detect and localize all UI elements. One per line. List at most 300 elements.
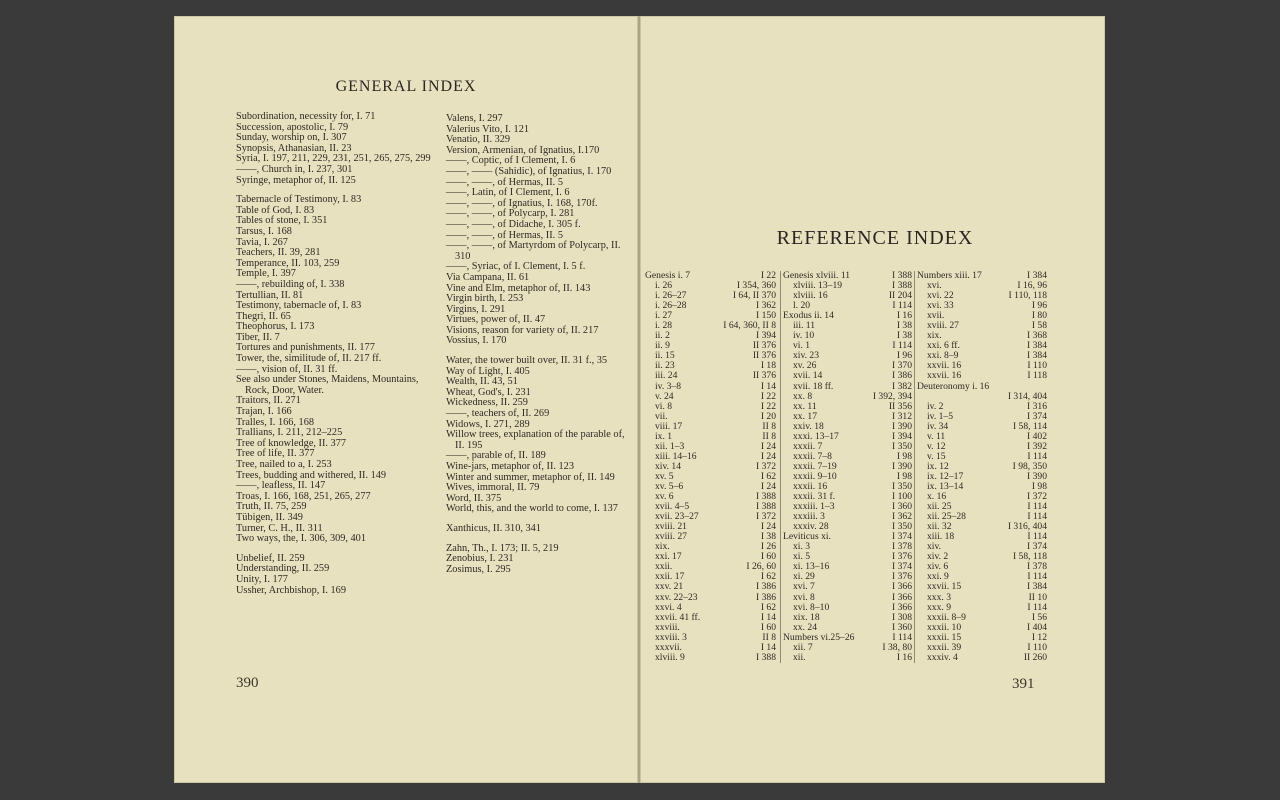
reference-pages: I 16	[896, 310, 912, 322]
index-entry: Virgins, I. 291	[446, 303, 506, 315]
reference-pages: I 24	[760, 450, 776, 462]
reference-passage: Leviticus xi.	[783, 531, 831, 543]
reference-pages: I 22	[760, 270, 776, 281]
reference-passage: xxii. 17	[655, 571, 685, 583]
reference-pages: II 260	[1023, 651, 1047, 663]
index-entry: Troas, I. 166, 168, 251, 265, 277	[236, 490, 371, 502]
index-entry: Via Campana, II. 61	[446, 271, 530, 283]
index-entry: Sunday, worship on, I. 307	[236, 132, 347, 144]
reference-passage: xxxii. 7–8	[793, 450, 832, 462]
index-entry: Wickedness, II. 259	[446, 397, 528, 409]
reference-passage: ix. 12–17	[927, 470, 964, 482]
index-entry: Testimony, tabernacle of, I. 83	[236, 300, 362, 312]
reference-passage: xii. 25–28	[927, 511, 966, 523]
reference-pages: I 64, II 370	[732, 290, 776, 302]
reference-pages: I 354, 360	[736, 280, 776, 292]
reference-pages: I 14	[760, 641, 776, 653]
reference-pages: I 366	[892, 601, 912, 613]
reference-passage: Exodus ii. 14	[783, 310, 834, 322]
reference-pages: I 372	[1027, 491, 1047, 503]
index-entry: ——, teachers of, II. 269	[446, 408, 550, 420]
reference-passage: xxi. 9	[927, 571, 949, 583]
index-entry: Way of Light, I. 405	[446, 365, 530, 377]
reference-pages: I 110, 118	[1008, 290, 1047, 302]
reference-passage: xii. 32	[927, 521, 952, 533]
reference-passage: iv. 2	[927, 400, 944, 412]
reference-passage: xvii. 14	[793, 370, 823, 382]
reference-pages: I 60	[760, 551, 776, 563]
reference-passage: xix. 18	[793, 611, 820, 623]
reference-pages: I 22	[760, 400, 776, 412]
reference-pages: I 56	[1031, 611, 1047, 623]
reference-pages: I 374	[1027, 410, 1047, 422]
reference-passage: x. 16	[927, 491, 947, 503]
reference-passage: v. 15	[927, 450, 946, 462]
reference-passage: xviii. 27	[655, 531, 687, 543]
reference-passage: ii. 9	[655, 340, 670, 352]
reference-pages: I 366	[892, 581, 912, 593]
index-entry: ——, leafless, II. 147	[236, 480, 326, 492]
reference-passage: v. 12	[927, 440, 946, 452]
index-entry: ——, rebuilding of, I. 338	[236, 278, 345, 290]
index-entry: Thegri, II. 65	[236, 310, 291, 322]
reference-pages: I 62	[760, 470, 776, 482]
index-entry: Zosimus, I. 295	[446, 563, 511, 575]
reference-pages: I 24	[760, 440, 776, 452]
reference-passage: xxii.	[655, 561, 673, 573]
reference-passage: i. 26–27	[655, 290, 687, 302]
index-entry: Unity, I. 177	[236, 573, 288, 585]
reference-pages: I 388	[756, 651, 776, 663]
reference-passage: xxx. 3	[927, 591, 951, 603]
right-page	[640, 16, 1105, 783]
reference-pages: I 378	[892, 541, 912, 553]
reference-passage: xxi. 8–9	[927, 350, 959, 362]
reference-pages: I 114	[1027, 601, 1047, 613]
index-entry: Unbelief, II. 259	[236, 552, 305, 564]
index-entry: Truth, II. 75, 259	[236, 501, 307, 513]
reference-passage: xxviii. 3	[655, 631, 687, 643]
reference-passage: xxxiv. 28	[793, 521, 829, 533]
reference-pages: II 376	[752, 340, 776, 352]
reference-pages: I 384	[1027, 581, 1047, 593]
reference-passage: xxx. 9	[927, 601, 951, 613]
reference-passage: xv. 5–6	[655, 480, 684, 492]
index-entry: ——, Latin, of I Clement, I. 6	[446, 187, 570, 199]
index-entry: ——, ——, of Polycarp, I. 281	[446, 208, 575, 220]
reference-pages: I 62	[760, 601, 776, 613]
reference-pages: I 350	[892, 440, 912, 452]
reference-passage: xxvii. 16	[927, 370, 962, 382]
reference-pages: I 16	[896, 651, 912, 663]
index-entry: ——, Church in, I. 237, 301	[236, 163, 353, 175]
reference-pages: I 38, 80	[882, 641, 912, 653]
reference-row	[783, 371, 912, 381]
index-entry: Turner, C. H., II. 311	[236, 522, 323, 534]
index-entry: ——, ——, of Ignatius, I. 168, 170f.	[446, 197, 598, 209]
reference-pages: I 384	[1027, 340, 1047, 352]
reference-pages: I 22	[760, 390, 776, 402]
reference-pages: I 374	[1027, 541, 1047, 553]
reference-passage: xvi. 7	[793, 581, 815, 593]
reference-pages: I 80	[1031, 310, 1047, 322]
reference-pages: I 62	[760, 571, 776, 583]
reference-passage	[917, 392, 927, 402]
reference-pages: I 388	[756, 491, 776, 503]
index-entry: Table of God, I. 83	[236, 204, 315, 216]
index-entry: Xanthicus, II. 310, 341	[446, 522, 541, 534]
reference-passage: l. 20	[793, 300, 811, 312]
left-page-number: 390	[236, 675, 259, 691]
index-entry: Tree, nailed to a, I. 253	[236, 459, 332, 470]
reference-pages: I 360	[892, 501, 912, 513]
reference-passage: xxxi. 13–17	[793, 430, 839, 442]
reference-passage: xv. 6	[655, 491, 674, 503]
reference-passage: Genesis i. 7	[645, 270, 691, 281]
reference-passage: xxxii. 10	[927, 621, 962, 633]
reference-pages: I 60	[760, 621, 776, 633]
reference-passage: xxxii. 31 f.	[793, 491, 836, 503]
index-entry: Tables of stone, I. 351	[236, 215, 328, 227]
reference-pages: I 312	[892, 410, 912, 422]
reference-passage: xxviii.	[655, 621, 680, 633]
reference-passage: xix.	[655, 541, 670, 553]
index-entry: Venatio, II. 329	[446, 134, 511, 146]
index-entry: Tree of life, II. 377	[236, 448, 315, 460]
reference-passage: vii.	[655, 410, 668, 422]
reference-pages: I 100	[892, 491, 912, 503]
reference-pages: I 38	[760, 531, 776, 543]
reference-pages: I 378	[1027, 561, 1047, 573]
reference-pages: II 8	[762, 420, 776, 432]
index-entry: ——, ——, of Martyrdom of Polycarp, II. 310	[446, 240, 621, 262]
reference-pages: I 118	[1027, 370, 1047, 382]
reference-passage: xi. 3	[793, 541, 811, 553]
reference-pages: I 372	[756, 511, 776, 523]
reference-pages: I 386	[756, 581, 776, 593]
reference-passage: i. 26	[655, 280, 673, 292]
reference-pages: I 64, 360, II 8	[723, 320, 776, 332]
index-entry: ——, parable of, II. 189	[446, 450, 546, 462]
index-entry: Temperance, II. 103, 259	[236, 257, 340, 269]
reference-pages: I 12	[1031, 631, 1047, 643]
reference-pages: I 368	[1027, 330, 1047, 342]
reference-pages: I 402	[1027, 430, 1047, 442]
reference-pages: I 98	[896, 470, 912, 482]
reference-passage: xviii. 27	[927, 320, 959, 332]
reference-passage: xvii. 23–27	[655, 511, 699, 523]
reference-pages: I 114	[1027, 571, 1047, 583]
reference-pages: I 58, 114	[1012, 420, 1047, 432]
reference-pages: I 26	[760, 541, 776, 553]
reference-passage: Numbers vi.25–26	[783, 631, 855, 643]
index-entry: Tortures and punishments, II. 177	[236, 342, 375, 354]
index-entry: Ussher, Archbishop, I. 169	[236, 584, 346, 596]
reference-pages: I 24	[760, 480, 776, 492]
reference-passage: xx. 11	[793, 400, 817, 412]
index-entry: Word, II. 375	[446, 492, 502, 504]
index-entry: Wheat, God's, I. 231	[446, 386, 531, 398]
reference-passage: xvi. 8–10	[793, 601, 830, 613]
index-entry: Two ways, the, I. 306, 309, 401	[236, 533, 366, 545]
reference-pages: I 14	[760, 380, 776, 392]
reference-pages: I 98	[1031, 480, 1047, 492]
reference-passage: xlviii. 13–19	[793, 280, 843, 292]
index-entry: Wine-jars, metaphor of, II. 123	[446, 461, 574, 472]
index-entry: Trees, budding and withered, II. 149	[236, 469, 387, 481]
index-entry: World, this, and the world to come, I. 137	[446, 503, 618, 515]
index-entry: Vine and Elm, metaphor of, II. 143	[446, 282, 591, 294]
reference-pages: I 350	[892, 521, 912, 533]
reference-passage: iv. 3–8	[655, 380, 682, 392]
reference-pages: I 24	[760, 521, 776, 533]
reference-passage: vi. 1	[793, 340, 811, 352]
index-entry: Water, the tower built over, II. 31 f., 35	[446, 355, 608, 367]
reference-passage: xxxii. 16	[793, 480, 828, 492]
general-index-column-2	[446, 114, 636, 575]
reference-pages: I 382	[892, 380, 912, 392]
reference-pages: I 114	[1027, 450, 1047, 462]
reference-passage: xvii.	[927, 310, 945, 322]
reference-pages: I 404	[1027, 621, 1047, 633]
reference-pages: I 38	[896, 320, 912, 332]
reference-pages: II 8	[762, 430, 776, 442]
reference-pages: I 394	[756, 330, 776, 342]
reference-passage: iii. 11	[793, 320, 816, 332]
reference-pages: I 362	[756, 300, 776, 312]
reference-passage: iv. 34	[927, 420, 949, 432]
reference-pages: I 388	[892, 270, 912, 281]
reference-passage: xiv. 14	[655, 460, 682, 472]
index-entry: See also under Stones, Maidens, Mountains, Rock, Door, Water.	[236, 374, 419, 396]
reference-passage: xlviii. 9	[655, 651, 685, 663]
index-entry: ——, ——, of Didache, I. 305 f.	[446, 218, 581, 230]
reference-passage: xxi. 6 ff.	[927, 340, 960, 352]
index-entry: Wives, immoral, II. 79	[446, 482, 540, 494]
index-entry: Teachers, II. 39, 281	[236, 247, 321, 259]
book-spread	[174, 16, 1105, 783]
reference-pages: I 388	[756, 501, 776, 513]
index-entry: Tiber, II. 7	[236, 331, 280, 343]
reference-passage: xxvii. 16	[927, 360, 962, 372]
reference-passage: xx. 17	[793, 410, 817, 422]
reference-pages: I 58, 118	[1012, 551, 1047, 563]
index-entry: ——, Syriac, of I. Clement, I. 5 f.	[446, 261, 586, 273]
reference-pages: I 18	[760, 360, 776, 372]
index-entry: Traitors, II. 271	[236, 395, 301, 407]
reference-pages: I 114	[892, 631, 912, 643]
reference-pages: I 38	[896, 330, 912, 342]
reference-pages: I 314, 404	[1007, 390, 1047, 402]
reference-passage: xi. 13–16	[793, 561, 830, 573]
reference-pages: I 392	[1027, 440, 1047, 452]
index-entry: Syringe, metaphor of, II. 125	[236, 174, 356, 186]
reference-pages: I 384	[1027, 350, 1047, 362]
reference-pages: I 366	[892, 591, 912, 603]
reference-pages: I 150	[756, 310, 776, 322]
reference-passage: ix. 13–14	[927, 480, 964, 492]
index-entry: Valens, I. 297	[446, 113, 503, 124]
index-entry: Tavia, I. 267	[236, 236, 288, 248]
reference-passage: Genesis xlviii. 11	[783, 270, 851, 281]
right-page-number: 391	[1012, 676, 1035, 692]
reference-passage: xxxiii. 1–3	[793, 501, 835, 513]
reference-passage: xvi.	[927, 280, 942, 292]
reference-row	[917, 371, 1047, 381]
reference-row	[645, 371, 776, 381]
reference-passage: xvi. 33	[927, 300, 954, 312]
index-entry: ——, —— (Sahidic), of Ignatius, I. 170	[446, 165, 612, 177]
reference-pages: I 384	[1027, 270, 1047, 281]
index-entry: Willow trees, explanation of the parable of, II. 195	[446, 429, 625, 451]
general-index-title: GENERAL INDEX	[335, 78, 477, 95]
reference-passage: xiv. 2	[927, 551, 949, 563]
reference-pages: I 390	[1027, 470, 1047, 482]
reference-passage: xxvi. 4	[655, 601, 682, 613]
index-entry: Theophorus, I. 173	[236, 321, 315, 333]
reference-passage: viii. 17	[655, 420, 683, 432]
reference-passage: xii. 25	[927, 501, 952, 513]
reference-passage: xxvii. 41 ff.	[655, 611, 701, 623]
left-page	[174, 16, 638, 783]
reference-passage: i. 26–28	[655, 300, 687, 312]
reference-pages: I 98, 350	[1012, 460, 1047, 472]
index-entry: Synopsis, Athanasian, II. 23	[236, 142, 352, 154]
reference-pages: II 376	[752, 350, 776, 362]
reference-pages: I 392, 394	[872, 390, 912, 402]
reference-passage: xii. 7	[793, 641, 813, 653]
reference-row	[783, 582, 912, 592]
index-entry: Succession, apostolic, I. 79	[236, 121, 349, 133]
index-entry: Syria, I. 197, 211, 229, 231, 251, 265, 275, 299	[236, 153, 431, 165]
reference-pages: I 308	[892, 611, 912, 623]
reference-passage: vi. 8	[655, 400, 673, 412]
reference-passage: ii. 15	[655, 350, 675, 362]
reference-pages: I 374	[892, 531, 912, 543]
reference-row	[783, 653, 912, 663]
reference-passage: v. 24	[655, 390, 674, 402]
index-entry: ——, ——, of Hermas, II. 5	[446, 176, 563, 188]
reference-pages: I 376	[892, 551, 912, 563]
reference-pages: I 390	[892, 420, 912, 432]
reference-passage: Deuteronomy i. 16	[917, 380, 990, 392]
reference-index-column-1	[645, 271, 776, 663]
reference-passage: xxxvii.	[655, 641, 682, 653]
reference-pages: I 350	[892, 480, 912, 492]
index-entry: Tabernacle of Testimony, I. 83	[236, 194, 362, 206]
reference-passage: xvi. 8	[793, 591, 815, 603]
index-entry: Temple, I. 397	[236, 268, 296, 280]
index-entry: Visions, reason for variety of, II. 217	[446, 324, 599, 336]
reference-passage: xii. 1–3	[655, 440, 685, 452]
index-entry: Vossius, I. 170	[446, 335, 507, 347]
reference-pages: I 372	[756, 460, 776, 472]
index-entry: Tübigen, II. 349	[236, 511, 303, 523]
reference-index-column-3	[914, 271, 1047, 663]
reference-pages: I 362	[892, 511, 912, 523]
reference-pages: I 58	[1031, 320, 1047, 332]
reference-pages: I 114	[892, 340, 912, 352]
reference-passage: xxxii. 39	[927, 641, 962, 653]
reference-pages: I 98	[896, 450, 912, 462]
reference-pages: II 376	[752, 370, 776, 382]
reference-pages: I 388	[892, 280, 912, 292]
reference-pages: II 356	[888, 400, 912, 412]
index-entry: Subordination, necessity for, I. 71	[236, 111, 376, 122]
reference-pages: I 370	[892, 360, 912, 372]
index-entry: ——, vision of, II. 31 ff.	[236, 363, 338, 375]
index-entry: ——, Coptic, of I Clement, I. 6	[446, 155, 576, 167]
reference-pages: I 114	[1027, 531, 1047, 543]
reference-pages: I 96	[1031, 300, 1047, 312]
reference-passage: xx. 8	[793, 390, 813, 402]
index-entry: Tower, the, similitude of, II. 217 ff.	[236, 353, 382, 365]
reference-pages: I 114	[1027, 511, 1047, 523]
reference-passage: xiv. 23	[793, 350, 820, 362]
reference-passage: xv. 26	[793, 360, 817, 372]
general-index-column-1	[236, 112, 436, 596]
reference-pages: I 316	[1027, 400, 1047, 412]
reference-pages: I 316, 404	[1007, 521, 1047, 533]
reference-pages: I 20	[760, 410, 776, 422]
index-entry: Widows, I. 271, 289	[446, 418, 530, 430]
reference-passage: xxv. 21	[655, 581, 684, 593]
reference-pages: I 386	[892, 370, 912, 382]
index-entry: Tree of knowledge, II. 377	[236, 437, 347, 449]
reference-pages: I 374	[892, 561, 912, 573]
index-entry: Virtues, power of, II. 47	[446, 314, 546, 326]
reference-passage: xxxii. 9–10	[793, 470, 837, 482]
index-entry: Winter and summer, metaphor of, II. 149	[446, 471, 615, 483]
reference-pages: I 16, 96	[1017, 280, 1047, 292]
reference-passage: xlviii. 16	[793, 290, 828, 302]
index-entry: Zenobius, I. 231	[446, 553, 514, 565]
reference-index-column-2	[780, 271, 912, 663]
index-entry: Valerius Vito, I. 121	[446, 123, 529, 135]
reference-passage: xxvii. 15	[927, 581, 962, 593]
reference-row	[917, 653, 1047, 663]
reference-passage: iii. 24	[655, 370, 678, 382]
reference-passage: xx. 24	[793, 621, 817, 633]
reference-passage: xix.	[927, 330, 942, 342]
index-entry: Wealth, II. 43, 51	[446, 376, 518, 388]
reference-passage: i. 28	[655, 320, 673, 332]
reference-passage: xxv. 22–23	[655, 591, 698, 603]
reference-passage: xi. 5	[793, 551, 811, 563]
reference-row	[645, 582, 776, 592]
reference-passage: xv. 5	[655, 470, 674, 482]
index-entry: Version, Armenian, of Ignatius, I.170	[446, 144, 600, 156]
reference-passage: xvi. 22	[927, 290, 954, 302]
reference-passage: xxxii. 7	[793, 440, 823, 452]
reference-pages: I 110	[1027, 360, 1047, 372]
reference-passage: xvii. 18 ff.	[793, 380, 834, 392]
reference-passage: i. 27	[655, 310, 673, 322]
reference-passage: iv. 1–5	[927, 410, 954, 422]
reference-passage: xxxii. 7–19	[793, 460, 837, 472]
reference-passage: ii. 2	[655, 330, 670, 342]
index-entry: Understanding, II. 259	[236, 563, 330, 575]
reference-row	[917, 582, 1047, 592]
reference-pages: I 376	[892, 571, 912, 583]
reference-passage: ix. 12	[927, 460, 949, 472]
reference-passage: xxxiii. 3	[793, 511, 825, 523]
reference-passage: xxi. 17	[655, 551, 682, 563]
reference-pages: I 114	[1027, 501, 1047, 513]
reference-passage: Numbers xiii. 17	[917, 270, 982, 281]
index-entry: Virgin birth, I. 253	[446, 293, 524, 305]
index-entry: Tertullian, II. 81	[236, 289, 304, 301]
